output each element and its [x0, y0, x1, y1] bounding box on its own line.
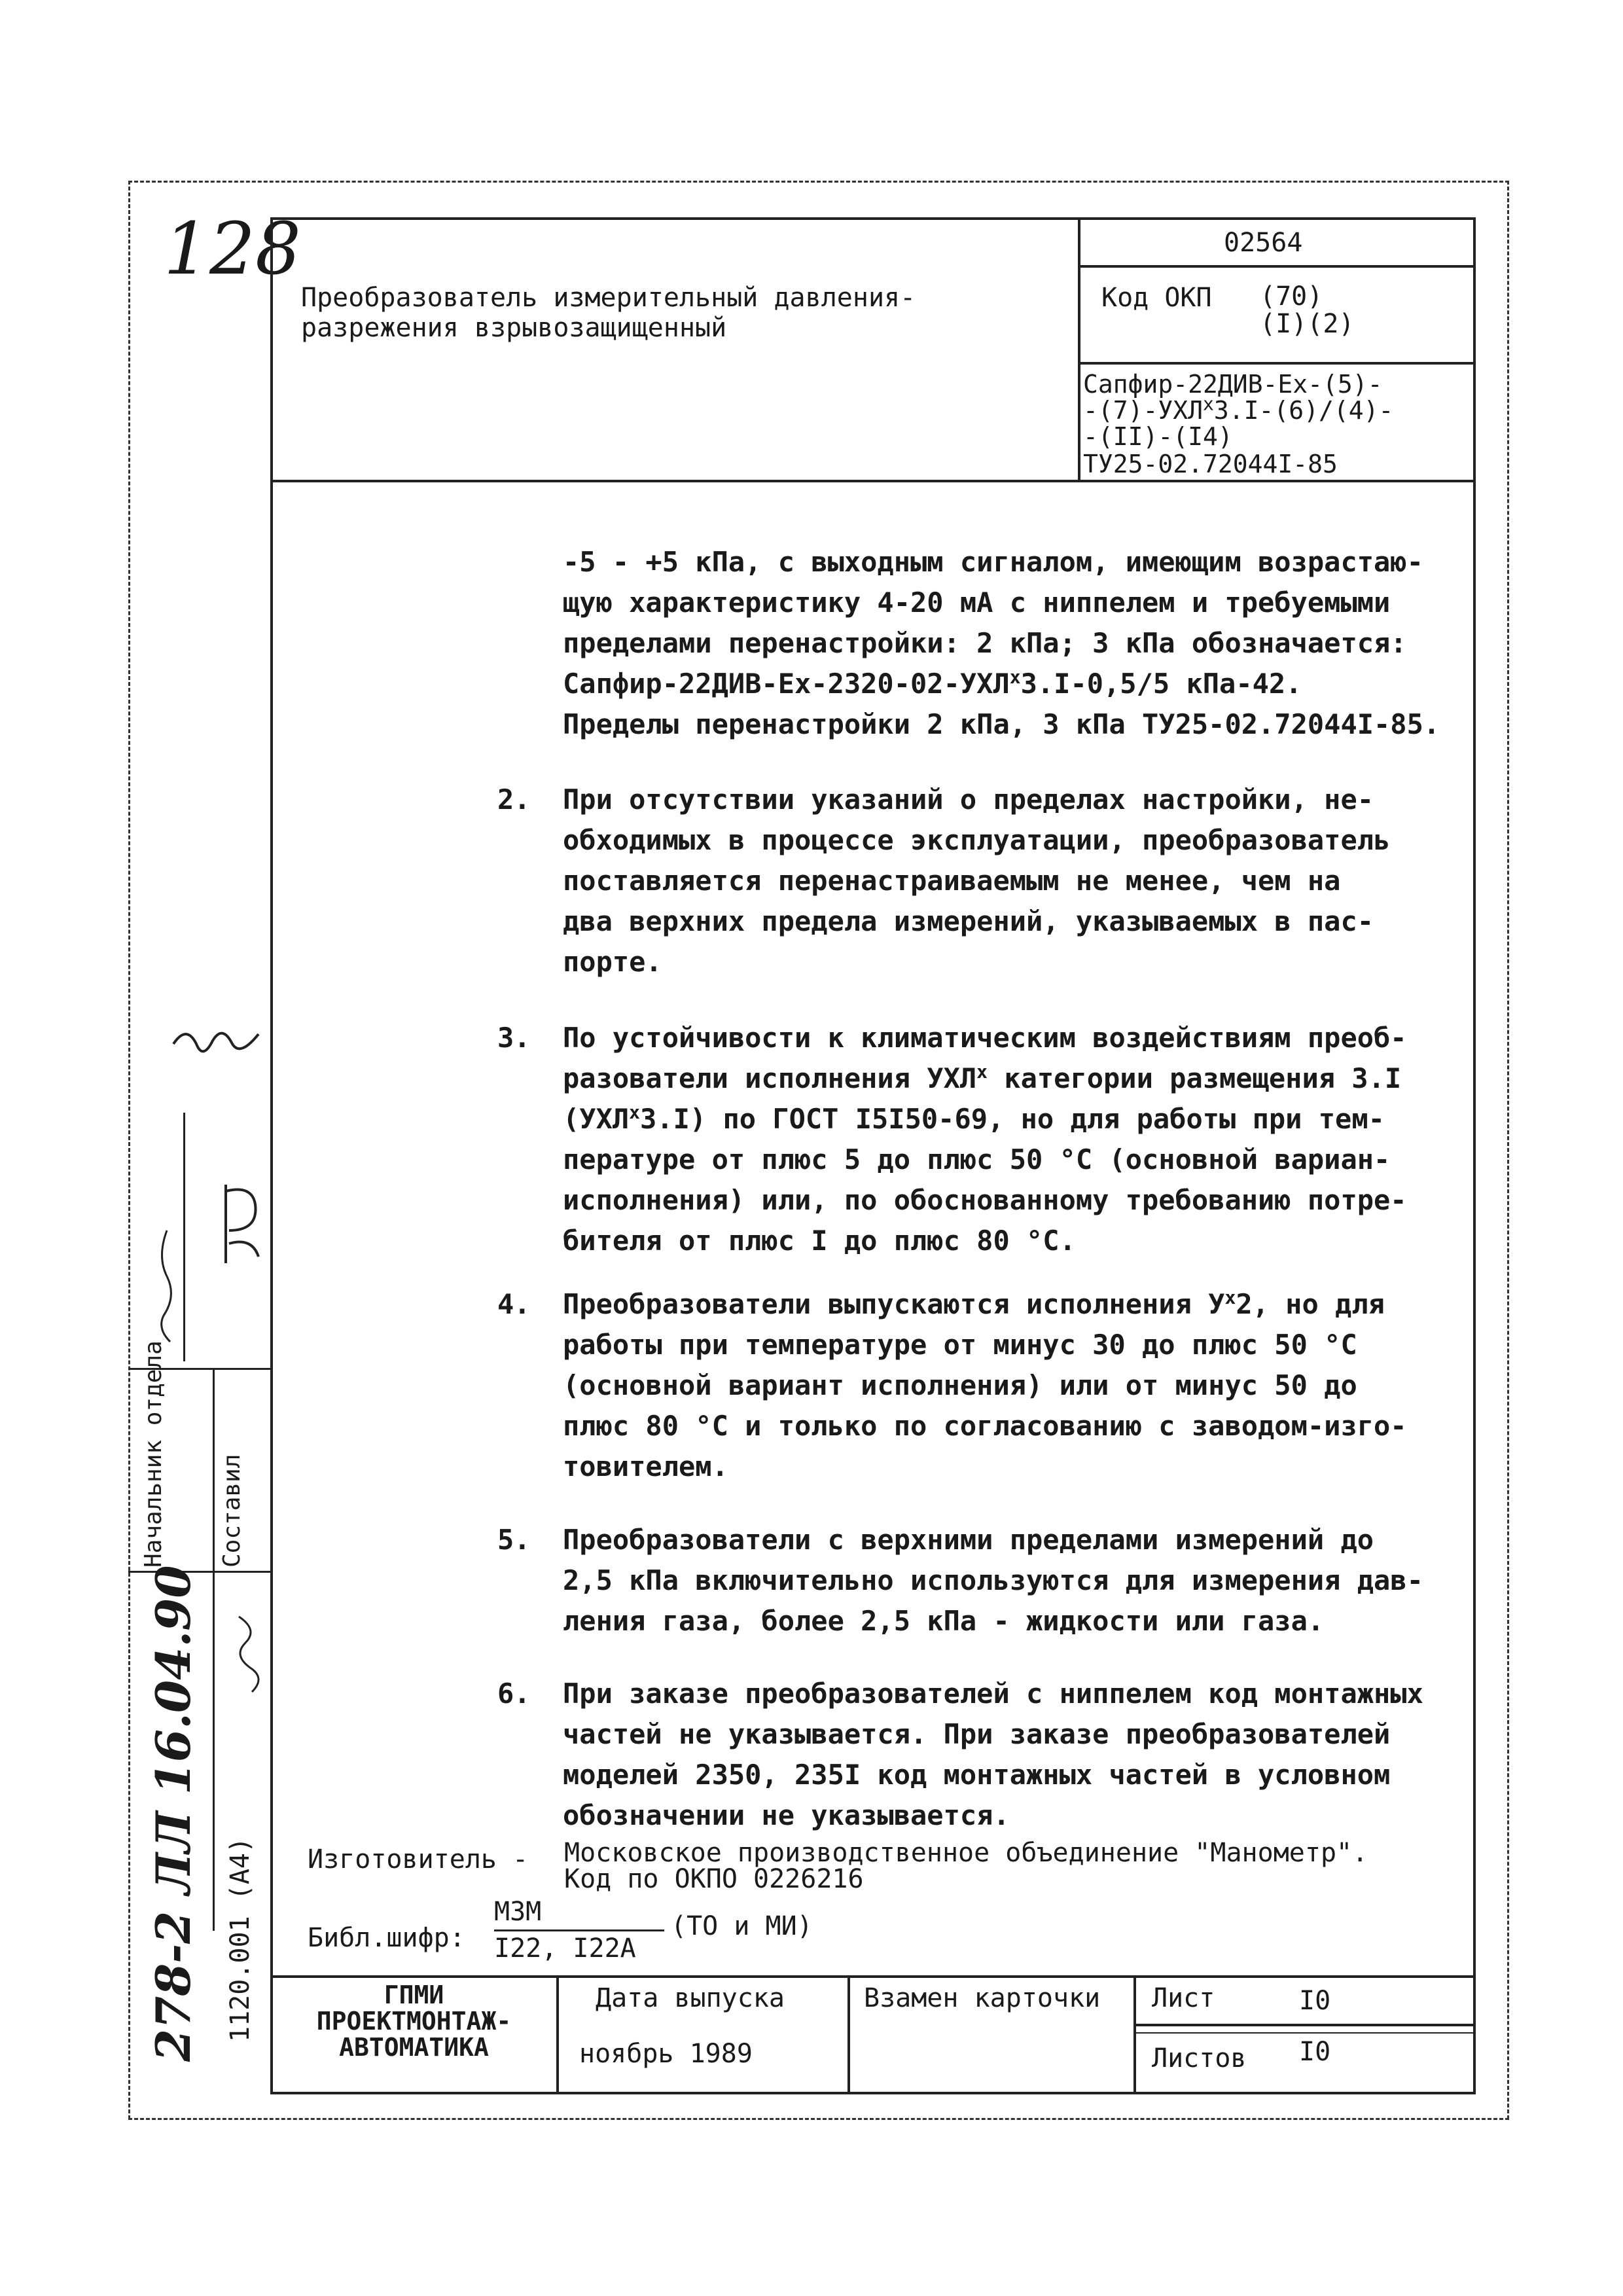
footer-col-3	[1133, 1975, 1136, 2093]
trim-line-left	[128, 181, 130, 2119]
header-split	[1078, 217, 1080, 481]
header-divider	[270, 480, 1476, 482]
item-line: моделей 2350, 235I код монтажных частей в условном	[563, 1759, 1391, 1791]
trim-line-top	[128, 181, 1509, 183]
library-denominator: I22, I22А	[494, 1933, 636, 1964]
intro-line: щую характеристику 4-20 мА с ниппелем и требуемыми	[563, 586, 1391, 619]
item-line: два верхних предела измерений, указываемых в пас-	[563, 905, 1374, 937]
item-line	[563, 1058, 1459, 1099]
compiled-by-label: Составил	[219, 1454, 245, 1568]
item-line: По устойчивости к климатическим воздействиям преоб-	[563, 1022, 1407, 1054]
trim-line-right	[1507, 181, 1509, 2119]
item-line: При заказе преобразователей с ниппелем код монтажных	[563, 1677, 1423, 1710]
okp-label: Код ОКП	[1101, 283, 1212, 313]
org-line: ПРОЕКТМОНТАЖ-	[316, 2007, 512, 2036]
intro-superscript: x	[1009, 666, 1021, 688]
item-2-number: 2.	[497, 783, 531, 816]
footer-col-2	[847, 1975, 850, 2093]
item-line: бителя от плюс I до плюс 80 °С.	[563, 1225, 1076, 1257]
form-code: 1120.001 (А4)	[225, 1837, 255, 2042]
intro-line-part: Сапфир-22ДИВ-Ех-2320-02-УХЛ	[563, 668, 1010, 700]
replaces-card-label: Взамен карточки	[864, 1983, 1101, 2013]
item-6-text	[563, 1674, 1459, 1836]
item-line: обозначении не указывается.	[563, 1799, 1010, 1831]
item-superscript: x	[629, 1102, 641, 1123]
manufacturer-label: Изготовитель -	[308, 1844, 529, 1874]
item-line-part: 3.I) по ГОСТ I5I50-69, но для работы при тем-	[640, 1103, 1385, 1135]
item-line-part: разователи исполнения УХЛ	[563, 1062, 977, 1094]
item-4-number: 4.	[497, 1288, 531, 1320]
trim-line-bottom	[128, 2118, 1509, 2120]
frame-right	[1473, 217, 1476, 2093]
signature-mark-2	[216, 1172, 268, 1276]
org-line: ГПМИ	[383, 1981, 444, 2009]
footer-col-1	[556, 1975, 559, 2093]
item-line: 2,5 кПа включительно используются для измерения дав-	[563, 1564, 1423, 1596]
library-label: Библ.шифр:	[308, 1923, 465, 1953]
item-line: ления газа, более 2,5 кПа - жидкости или газа.	[563, 1605, 1325, 1637]
item-line: При отсутствии указаний о пределах настройки, не-	[563, 783, 1374, 816]
item-5-text	[563, 1520, 1459, 1641]
item-3-number: 3.	[497, 1022, 531, 1054]
item-line: поставляется перенастраиваемым не менее, чем на	[563, 865, 1341, 897]
footer-organization	[275, 1982, 553, 2060]
designation-line2	[1083, 393, 1394, 425]
designation-line2-end: 3.I-(6)/(4)-	[1213, 396, 1394, 425]
docnum-divider	[1078, 265, 1474, 268]
item-line	[563, 1099, 1459, 1139]
doc-number: 02564	[1224, 228, 1303, 258]
item-line-part: 2, но для	[1236, 1288, 1385, 1320]
item-line: плюс 80 °С и только по согласованию с заводом-изго-	[563, 1410, 1407, 1442]
library-fraction-bar	[494, 1929, 664, 1931]
signature-mark-3	[147, 1224, 187, 1348]
document-title: Преобразователь измерительный давления-разрежения взрывозащищенный	[301, 283, 916, 343]
org-line: АВТОМАТИКА	[339, 2033, 489, 2062]
item-3-text	[563, 1018, 1459, 1261]
frame-left	[270, 217, 273, 2093]
issue-date-value: ноябрь 1989	[579, 2039, 753, 2069]
designation-superscript: x	[1203, 393, 1214, 415]
footer-top-rule	[270, 1975, 1476, 1978]
item-line: пературе от плюс 5 до плюс 50 °С (основной вариан-	[563, 1143, 1391, 1175]
designation-line1: Сапфир-22ДИВ-Ех-(5)-	[1083, 370, 1383, 399]
okp-code-line2: (I)(2)	[1260, 309, 1355, 339]
item-line: исполнения) или, по обоснованному требованию потре-	[563, 1184, 1407, 1216]
item-line	[563, 1284, 1459, 1325]
item-4-text	[563, 1284, 1459, 1487]
item-line-part: (УХЛ	[563, 1103, 630, 1135]
item-superscript: x	[976, 1061, 988, 1083]
intro-paragraph	[563, 542, 1459, 745]
item-line: Преобразователи с верхними пределами измерений до	[563, 1524, 1374, 1556]
item-6-number: 6.	[497, 1677, 531, 1710]
item-superscript: x	[1224, 1287, 1236, 1308]
okp-code-line1: (70)	[1260, 281, 1323, 312]
sheets-total-value: I0	[1299, 2037, 1331, 2067]
library-suffix: (ТО и МИ)	[671, 1911, 813, 1941]
item-line: товителем.	[563, 1450, 728, 1482]
item-5-number: 5.	[497, 1524, 531, 1556]
item-line-part: Преобразователи выпускаются исполнения У	[563, 1288, 1225, 1320]
intro-line: пределами перенастройки: 2 кПа; 3 кПа обозначается:	[563, 627, 1407, 659]
handwritten-stamp-code: 278-2 ЛЛ 16.04.90	[145, 1565, 201, 2062]
head-of-department-label: Начальник отдела	[140, 1340, 167, 1568]
item-2-text	[563, 780, 1459, 982]
intro-line-part: 3.I-0,5/5 кПа-42.	[1020, 668, 1302, 700]
page-number: 128	[164, 207, 301, 291]
signature-mark-4	[226, 1610, 272, 1695]
side-strip-line-2	[213, 1368, 215, 1931]
frame-bottom	[270, 2092, 1476, 2094]
manufacturer-name: Московское производственное объединение "Манометр".	[564, 1838, 1368, 1868]
item-line: работы при температуре от минус 30 до плюс 50 °С	[563, 1329, 1357, 1361]
item-line: (основной вариант исполнения) или от минус 50 до	[563, 1369, 1357, 1401]
designation-line3: -(II)-(I4)	[1083, 422, 1233, 451]
issue-date-label: Дата выпуска	[596, 1983, 785, 2013]
designation-line2-start: -(7)-УХЛ	[1083, 396, 1204, 425]
frame-top	[270, 217, 1474, 220]
intro-line	[563, 664, 1459, 704]
footer-sheet-divider	[1133, 2024, 1475, 2026]
item-line: обходимых в процессе эксплуатации, преобразователь	[563, 824, 1391, 856]
item-line: частей не указывается. При заказе преобразователей	[563, 1718, 1391, 1750]
sheets-total-label: Листов	[1152, 2043, 1247, 2073]
intro-line: Пределы перенастройки 2 кПа, 3 кПа ТУ25-02.72044I-85.	[563, 708, 1440, 740]
library-numerator: МЗМ	[494, 1897, 542, 1927]
item-line: порте.	[563, 946, 662, 978]
sheet-label: Лист	[1152, 1983, 1215, 2013]
sheet-value: I0	[1299, 1986, 1331, 2016]
designation-line4: ТУ25-02.72044I-85	[1083, 450, 1338, 478]
item-line-part: категории размещения 3.I	[988, 1062, 1402, 1094]
signature-mark-1	[167, 1018, 272, 1077]
manufacturer-okpo-code: Код по ОКПО 0226216	[564, 1864, 864, 1894]
footer-sheet-divider-2	[1133, 2032, 1475, 2034]
okp-divider	[1078, 362, 1474, 365]
intro-line: -5 - +5 кПа, с выходным сигналом, имеющим возрастаю-	[563, 546, 1423, 578]
